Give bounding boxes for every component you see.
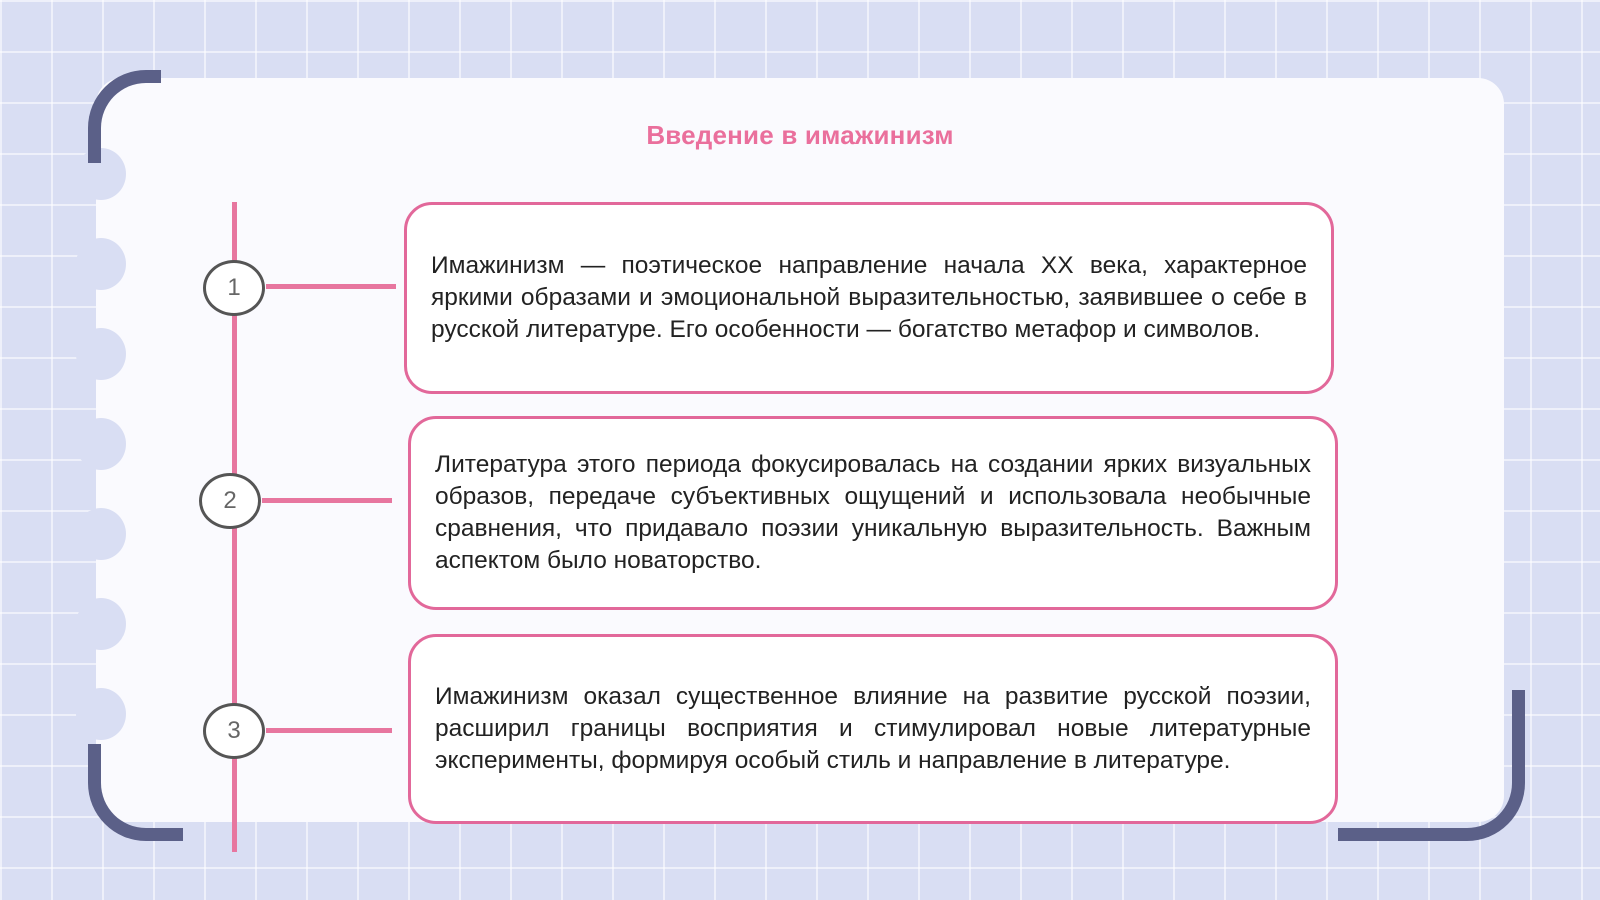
step-number-2: 2 [199,473,261,529]
step-number-1: 1 [203,260,265,316]
step-text-2: Литература этого периода фокусировалась на создании ярких визуальных образов, передаче субъективных ощущений и использовала необычные сравнения, что придавало поэзии уникальную выразительность. Важным аспектом было новаторство. [435,451,1311,574]
frame-corner-bottom-right [1338,690,1525,841]
step-card-2 [408,416,1338,610]
binder-notch [76,508,126,560]
step-text-3: Имажинизм оказал существенное влияние на развитие русской поэзии, расширил границы восприятия и стимулировал новые литературные эксперименты, формируя особый стиль и направление в литературе. [435,683,1311,774]
step-text-1: Имажинизм — поэтическое направление начала XX века, характерное яркими образами и эмоциональной выразительностью, заявившее о себе в русской литературе. Его особенности — богатство метафор и символов. [431,252,1307,343]
binder-notch [76,598,126,650]
binder-notch [76,328,126,380]
binder-notch [76,238,126,290]
frame-corner-bottom-left [88,744,183,841]
step-number-3: 3 [203,703,265,759]
timeline-connector [266,284,396,289]
binder-notch [76,418,126,470]
timeline-connector [266,728,392,733]
step-card-3 [408,634,1338,824]
timeline-connector [262,498,392,503]
binder-notch [76,688,126,740]
slide-title: Введение в имажинизм [646,120,954,150]
step-card-1 [404,202,1334,394]
